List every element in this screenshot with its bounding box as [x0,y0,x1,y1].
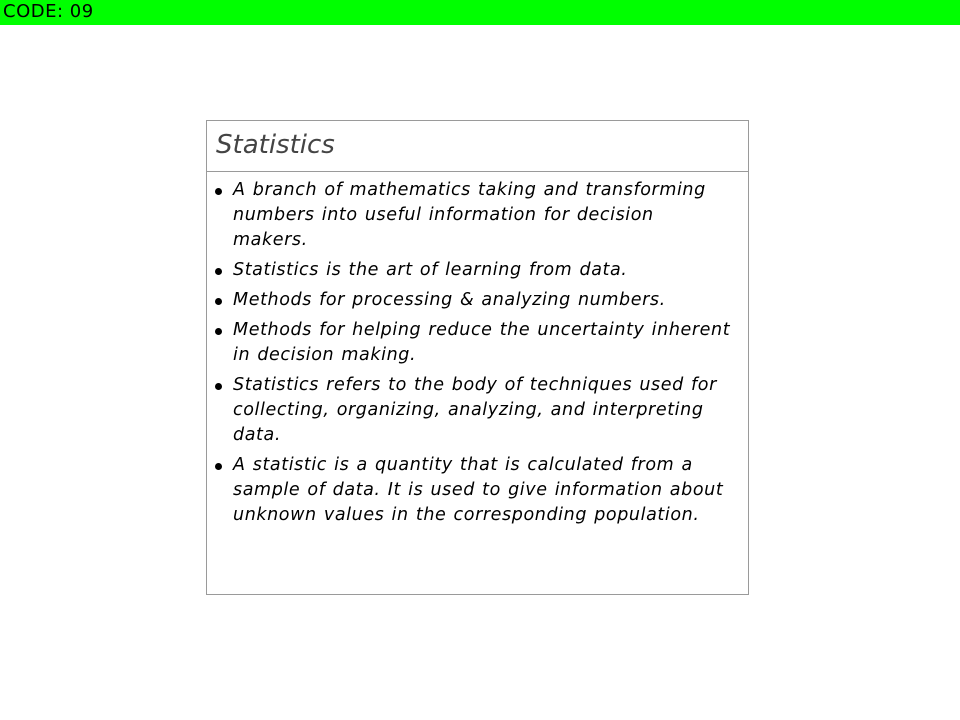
card-header [207,121,748,172]
card-title: Statistics [216,130,335,160]
bullet-text: Methods for processing & analyzing numbers. [233,290,666,310]
bullet-dot-icon [215,383,222,390]
bullet-item [215,453,732,528]
bullet-text: A branch of mathematics taking and transforming numbers into useful information for decision makers. [233,180,706,250]
bullet-item [215,288,732,313]
statistics-card [206,120,749,595]
bullet-text: Statistics is the art of learning from data. [233,260,628,280]
bullet-text: A statistic is a quantity that is calculated from a sample of data. It is used to give information about unknown values in the corresponding population. [233,455,724,525]
bullet-item [215,258,732,283]
bullet-item [215,373,732,448]
code-bar [0,0,960,25]
bullet-item [215,318,732,368]
bullet-list [207,172,748,528]
bullet-dot-icon [215,298,222,305]
bullet-dot-icon [215,268,222,275]
bullet-text: Methods for helping reduce the uncertainty inherent in decision making. [233,320,731,365]
bullet-item [215,178,732,253]
bullet-dot-icon [215,328,222,335]
code-label: CODE: 09 [3,1,94,22]
bullet-dot-icon [215,188,222,195]
bullet-dot-icon [215,463,222,470]
bullet-text: Statistics refers to the body of techniques used for collecting, organizing, analyzing, and interpreting data. [233,375,717,445]
